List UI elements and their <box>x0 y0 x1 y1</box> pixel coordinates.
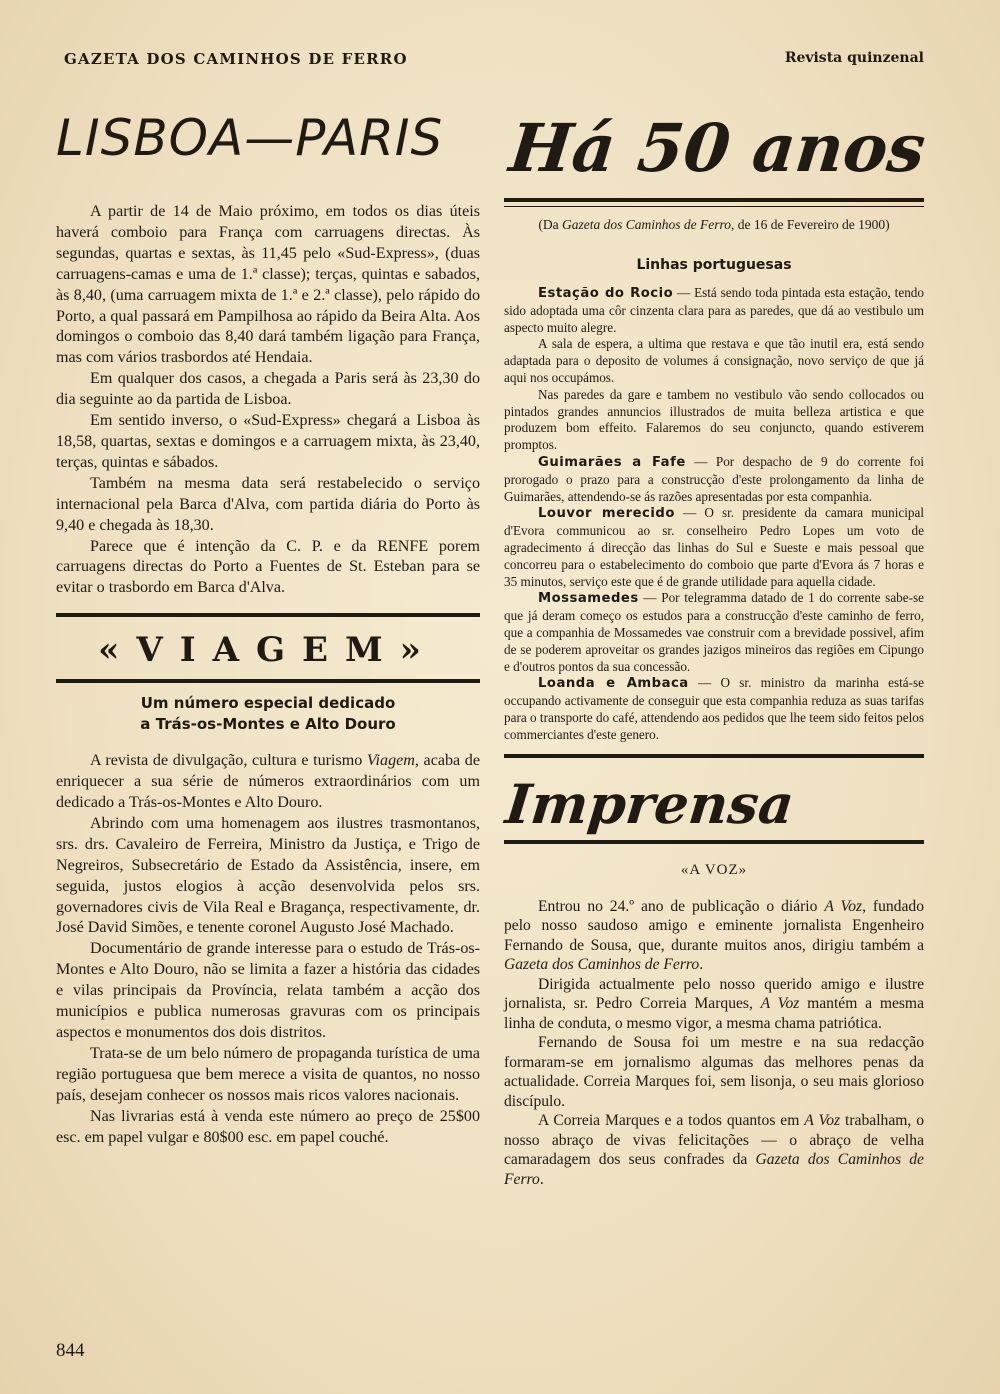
text-run: , fundado pelo nosso saudoso amigo e eminente jornalista Engenheiro Fernando de Sousa, que, durante muitos anos, dirigiu também a <box>504 897 924 954</box>
viagem-article <box>56 751 480 1148</box>
lisboa-paris-article <box>56 202 480 599</box>
news-item-heading: Louvor merecido <box>538 506 675 522</box>
news-item-heading: Estação do Rocio <box>538 286 674 301</box>
news-item-text: — O sr. presidente da camara municipal d'Evora communicou ao sr. conselheiro Pedro Lopes um voto de agradecimento á direcção das linhas do Sul e Sueste e mais pessoal que concorreu para o estabelecimento do comboio que parte d'Evora ás 7 horas e 35 minutos, serviço este que é de grande utilidade para aquella cidade. <box>504 505 924 589</box>
imprensa-article <box>504 897 924 1190</box>
article-paragraph: A partir de 14 de Maio próximo, em todos os dias úteis haverá comboio para França com carruagens directas. Às segundas, quartas e sextas, às 11,45 pelo «Sud-Express», (duas carruagens-camas e uma de 1.ª classe); terças, quintas e sabados, às 8,40, (uma carruagem mixta de 1.ª e 2.ª classe), pelo rápido do Porto, a qual passará em Pampilhosa ao rápido da Beira Alta. Aos domingos o comboio das 8,40 dará também ligação para França, mas com vários trasbordos até Hendaia. <box>56 203 480 367</box>
article-paragraph: Em qualquer dos casos, a chegada a Paris será às 23,30 do dia seguinte ao da partida de Lisboa. <box>56 370 480 409</box>
news-item <box>504 454 924 505</box>
article-paragraph: Fernando de Sousa foi um mestre e na sua redacção formaram-se em jornalismo algumas das melhores penas da actualidade. Correia Marques foi, sem lisonja, o seu mais glorioso discípulo. <box>504 1034 924 1110</box>
viagem-subtitle-line: a Trás-os-Montes e Alto Douro <box>140 715 396 734</box>
headline-rule <box>504 198 924 202</box>
italic-title: Gazeta dos Caminhos de Ferro <box>562 217 732 232</box>
news-item <box>504 387 924 454</box>
italic-title: Gazeta dos Caminhos de Ferro <box>504 1151 924 1188</box>
article-paragraph <box>504 1111 924 1189</box>
news-item-heading: Mossamedes <box>538 591 639 607</box>
section-divider <box>504 754 924 758</box>
section-divider <box>56 679 480 683</box>
news-item <box>504 285 924 336</box>
article-paragraph: Em sentido inverso, o «Sud-Express» chegará a Lisboa às 18,58, quartas, sextas e domingos e a carruagem mixta, às 23,40, terças, quintas e sábados. <box>56 412 480 471</box>
a-voz-subhead: «A VOZ» <box>680 861 748 878</box>
headline-rule-thin <box>504 206 924 207</box>
text-run: mantém a mesma linha de conduta, o mesmo vigor, a mesma chama patriótica. <box>504 995 924 1032</box>
article-paragraph <box>504 897 924 975</box>
article-paragraph: Documentário de grande interesse para o estudo de Trás-os-Montes e Alto Douro, não se limita a fazer a história das cidades e vilas principais da Província, relata também a acção dos municípios e publica numerosas gravuras com os principais aspectos e monumentos dos dois distritos. <box>56 940 480 1041</box>
section-divider <box>56 613 480 617</box>
news-item <box>504 590 924 675</box>
text-run: , acaba de enriquecer a sua série de números extraordinários com um dedicado a Trás-os-Montes e Alto Douro. <box>56 752 480 812</box>
text-run: A revista de divulgação, cultura e turismo <box>90 752 367 770</box>
article-paragraph: Parece que é intenção da C. P. e da RENFE porem carruagens directas do Porto a Fuentes de St. Esteban para se evitar o trasbordo em Barca d'Alva. <box>56 537 480 597</box>
text-run: . <box>699 956 704 974</box>
article-paragraph: Abrindo com uma homenagem aos ilustres trasmontanos, srs. drs. Cavaleiro de Ferreira, Ministro da Justiça, e Trigo de Negreiros, Subsecretário de Estado da Assistência, insere, em seguida, justos elogios à acção desenvolvida pelos srs. governadores civis de Vila Real e Bragança, respectivamente, dr. José David Simões, e tenente coronel Augusto José Machado. <box>56 814 480 937</box>
article-paragraph: Também na mesma data será restabelecido o serviço internacional pela Barca d'Alva, com partida diária do Porto às 9,40 e chegada às 18,30. <box>56 474 480 534</box>
article-paragraph: Trata-se de um belo número de propaganda turística de uma região portuguesa que bem merece a visita de quantos, no nosso país, desejam conhecer os nossos mais ricos valores nacionais. <box>56 1044 480 1104</box>
text-run: trabalham, o nosso abraço de vivas felicitações — o abraço de velha camaradagem dos seus confrades da <box>504 1112 924 1169</box>
news-item-heading: Loanda e Ambaca <box>538 676 689 692</box>
viagem-headline: «VIAGEM» <box>98 630 438 671</box>
ha-50-anos-headline: Há 50 anos <box>505 109 929 187</box>
running-head <box>64 50 924 74</box>
headline-rule <box>504 840 924 844</box>
linhas-portuguesas-news <box>504 285 924 744</box>
news-item <box>504 675 924 743</box>
right-column <box>502 108 929 1189</box>
page-number: 844 <box>56 1340 85 1361</box>
viagem-subtitle-line: Um número especial dedicado <box>140 694 396 713</box>
news-item-text: Nas paredes da gare e tambem no vestibulo vão sendo collocados ou pintados grandes annuncios illustrados de muita belleza artistica e que produzem bom effeito. Falaremos do seu conjuncto, quando estiverem promptos. <box>504 386 924 453</box>
left-column <box>56 108 480 1148</box>
imprensa-headline: Imprensa <box>502 771 797 836</box>
news-item-text: — Por telegramma datado de 1 do corrente sabe-se que já deram começo os estudos para a construcção d'este caminho de ferro, que a companhia de Mossamedes vae construir com a brevidade possivel, afim de se poderem aproveitar os grandes jazigos mineiros das regiões em Cipungo e d'outros pontos da sua concessão. <box>504 590 924 674</box>
lisboa-paris-headline: LISBOA—PARIS <box>56 109 444 167</box>
source-citation <box>504 217 924 233</box>
running-head-title: GAZETA DOS CAMINHOS DE FERRO <box>64 50 408 68</box>
italic-title: Gazeta dos Caminhos de Ferro <box>504 956 700 974</box>
news-item-heading: Guimarães a Fafe <box>538 454 686 470</box>
text-run: , de 16 de Fevereiro de 1900) <box>731 217 890 232</box>
viagem-subtitle <box>56 693 480 735</box>
text-run: Entrou no 24.º ano de publicação o diário <box>538 897 825 915</box>
italic-title: A Voz <box>804 1112 841 1130</box>
news-item <box>504 505 924 590</box>
news-item-text: A sala de espera, a ultima que restava e que tão inutil era, está sendo adaptada para o deposito de volumes á consignação, novo serviço de que já aqui nos occupámos. <box>504 336 924 385</box>
news-item-text: — O sr. ministro da marinha está-se occupando activamente de conseguir que esta companhia reduza as suas tarifas para o transporte do café, attendendo aos pedidos que lhe teem sido feitos pelos commerciantes d'este genero. <box>504 675 924 742</box>
article-paragraph <box>504 975 924 1034</box>
running-head-periodicity: Revista quinzenal <box>784 50 924 66</box>
italic-title: A Voz <box>760 995 800 1013</box>
text-run: A Correia Marques e a todos quantos em <box>538 1112 805 1130</box>
text-run: Dirigida actualmente pelo nosso querido amigo e ilustre jornalista, sr. Pedro Correia Marques, <box>504 975 924 1013</box>
article-paragraph: Nas livrarias está à venda este número ao preço de 25$00 esc. em papel vulgar e 80$00 esc. em papel couché. <box>56 1107 480 1146</box>
section-title: Linhas portuguesas <box>636 257 792 273</box>
news-item <box>504 336 924 386</box>
text-run: (Da <box>538 217 563 232</box>
text-run: . <box>539 1170 544 1188</box>
news-item-text: — Está sendo toda pintada esta estação, tendo sido adoptada uma côr cinzenta clara para as paredes, que dá ao vestibulo um aspecto muito alegre. <box>504 285 924 335</box>
italic-title: Viagem <box>366 752 415 770</box>
news-item-text: — Por despacho de 9 do corrente foi prorogado o prazo para a construcção d'este prolongamento da linha de Guimarães, attendendo-se ás razões apresentadas por esta companhia. <box>504 453 925 504</box>
article-paragraph <box>56 751 480 814</box>
italic-title: A Voz <box>824 897 863 915</box>
